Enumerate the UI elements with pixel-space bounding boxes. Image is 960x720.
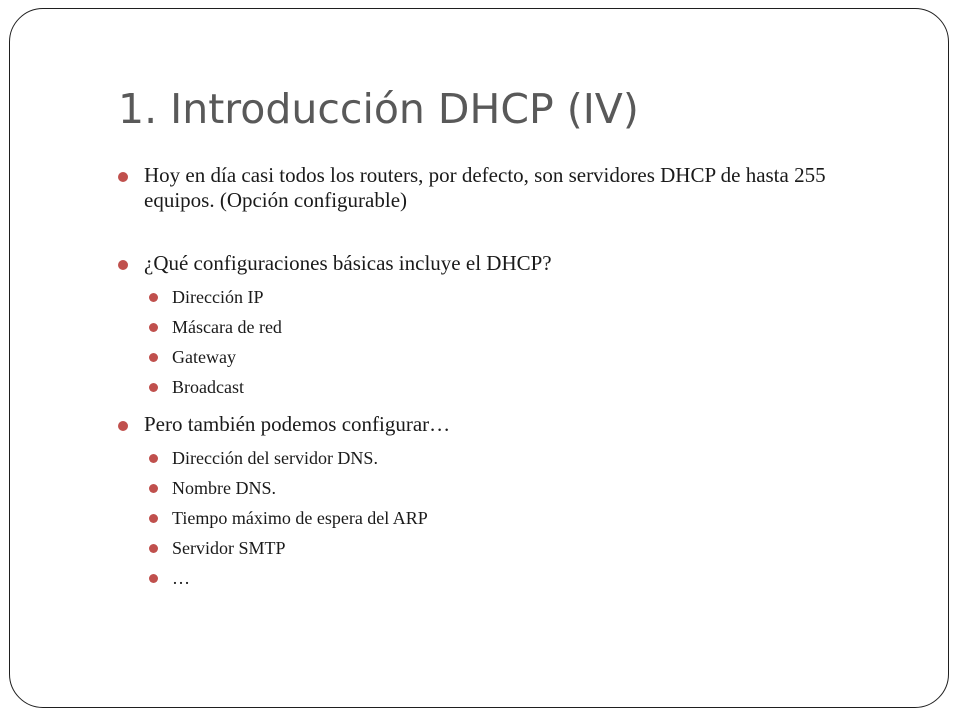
sub-bullet-text: Tiempo máximo de espera del ARP xyxy=(172,508,428,528)
bullet-text: Hoy en día casi todos los routers, por defecto, son servidores DHCP de hasta 255 equipos. (Opción configurable) xyxy=(144,163,826,212)
sub-bullet-item xyxy=(118,477,878,499)
sub-bullet-item xyxy=(118,537,878,559)
sub-bullet-text: Nombre DNS. xyxy=(172,478,276,498)
sub-bullet-dot-icon xyxy=(149,353,158,362)
sub-bullet-item xyxy=(118,376,878,398)
bullet-item-basic-config xyxy=(118,251,878,276)
sub-bullet-text: Gateway xyxy=(172,347,236,367)
sub-bullet-text: Broadcast xyxy=(172,377,244,397)
sub-bullet-text: Dirección IP xyxy=(172,287,264,307)
sub-bullet-dot-icon xyxy=(149,574,158,583)
bullet-dot-icon xyxy=(118,260,128,270)
sub-bullet-text: … xyxy=(172,568,190,588)
sub-bullet-item xyxy=(118,447,878,469)
bullet-dot-icon xyxy=(118,421,128,431)
bullet-dot-icon xyxy=(118,172,128,182)
sub-bullet-dot-icon xyxy=(149,484,158,493)
sub-bullet-dot-icon xyxy=(149,514,158,523)
bullet-item-routers xyxy=(118,163,878,213)
bullet-item-extra-config xyxy=(118,412,878,437)
bullet-text: Pero también podemos configurar… xyxy=(144,412,451,436)
bullet-list xyxy=(118,163,878,589)
sub-bullet-text: Máscara de red xyxy=(172,317,282,337)
sub-bullet-item xyxy=(118,507,878,529)
sub-bullet-item xyxy=(118,286,878,308)
slide-title: 1. Introducción DHCP (IV) xyxy=(118,85,639,133)
bullet-text: ¿Qué configuraciones básicas incluye el DHCP? xyxy=(144,251,552,275)
sub-bullet-item xyxy=(118,346,878,368)
sub-bullet-dot-icon xyxy=(149,454,158,463)
sub-bullet-item xyxy=(118,316,878,338)
sub-bullet-dot-icon xyxy=(149,323,158,332)
sub-bullet-item xyxy=(118,567,878,589)
slide-frame xyxy=(9,8,949,708)
sub-bullet-dot-icon xyxy=(149,383,158,392)
sub-bullet-text: Servidor SMTP xyxy=(172,538,286,558)
sub-bullet-dot-icon xyxy=(149,293,158,302)
sub-bullet-dot-icon xyxy=(149,544,158,553)
sub-bullet-text: Dirección del servidor DNS. xyxy=(172,448,378,468)
